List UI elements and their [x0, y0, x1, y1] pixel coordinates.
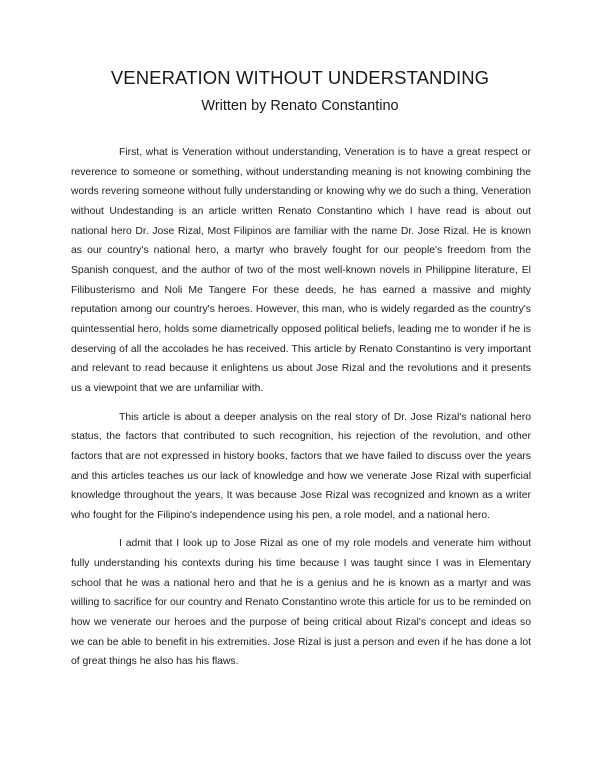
document-title: VENERATION WITHOUT UNDERSTANDING [110, 67, 490, 88]
document-body [71, 143, 531, 681]
paragraph-2: This article is about a deeper analysis on the real story of Dr. Jose Rizal's national hero status, the factors that contributed to such recognition, his rejection of the revolution, and other factors that are not expressed in history books, factors that we have failed to discuss over the years and this articles teaches us our lack of knowledge and how we venerate Jose Rizal with superficial knowledge throughout the years, It was because Jose Rizal was recognized and known as a writer who fought for the Filipino's independence using his pen, a role model, and a national hero. [71, 411, 531, 521]
paragraph-3: I admit that I look up to Jose Rizal as one of my role models and venerate him without fully understanding his contexts during his time because I was taught since I was in Elementary school that he was a national hero and that he is a genius and he is known as a martyr and was willing to sacrifice for our country and Renato Constantino wrote this article for us to be reminded on how we venerate our heroes and the purpose of being critical about Rizal's concept and ideas so we can be able to benefit in his extremities. Jose Rizal is just a person and even if he has done a lot of great things he also has his flaws. [71, 538, 531, 668]
paragraph-1: First, what is Veneration without understanding, Veneration is to have a great respect or reverence to someone or something, without understanding meaning is not knowing combining the words revering someone without fully understanding or knowing why we do such a thing, Veneration without Undestanding is an article written Renato Constantino which I have read is about out national hero Dr. Jose Rizal, Most Filipinos are familiar with the name Dr. Jose Rizal. He is known as our country's national hero, a martyr who bravely fought for our people's freedom from the Spanish conquest, and the author of two of the most well-known novels in Philippine literature, El Filibusterismo and Noli Me Tangere For these deeds, he has earned a massive and mighty reputation among our country's heroes. However, this man, who is widely regarded as the country's quintessential hero, holds some diametrically opposed political beliefs, leading me to wonder if he is deserving of all the accolades he has received. This article by Renato Constantino is very important and relevant to read because it enlightens us about Jose Rizal and the revolutions and it presents us a viewpoint that we are unfamiliar with. [71, 147, 531, 394]
document-subtitle: Written by Renato Constantino [201, 98, 399, 114]
